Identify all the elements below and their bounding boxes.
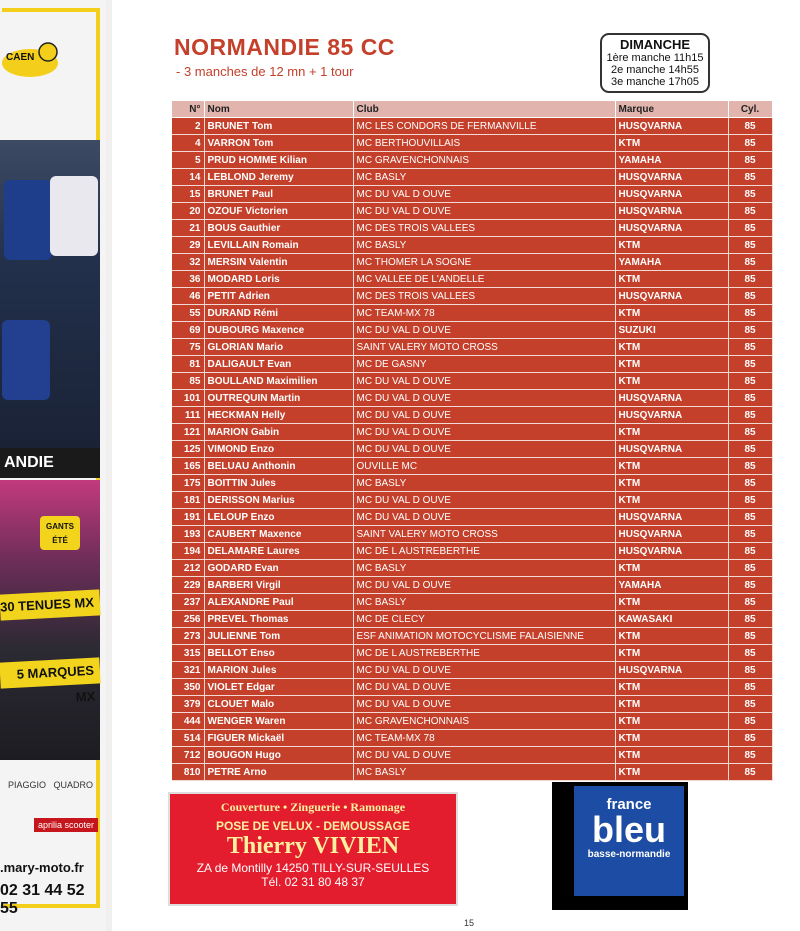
rider-number: 15 xyxy=(172,186,204,203)
rider-club: MC DU VAL D OUVE xyxy=(353,662,615,679)
table-header-row xyxy=(172,101,772,118)
table-row xyxy=(172,560,772,577)
rider-number: 273 xyxy=(172,628,204,645)
france-bleu-logo xyxy=(574,786,684,896)
rider-brand: KTM xyxy=(615,696,728,713)
rider-number: 29 xyxy=(172,237,204,254)
rider-name: PREVEL Thomas xyxy=(204,611,353,628)
rider-brand: KTM xyxy=(615,475,728,492)
rider-name: PETRE Arno xyxy=(204,764,353,781)
rider-brand: KTM xyxy=(615,747,728,764)
rider-club: OUVILLE MC xyxy=(353,458,615,475)
rider-cc: 85 xyxy=(728,747,772,764)
table-row xyxy=(172,118,772,135)
rider-cc: 85 xyxy=(728,662,772,679)
rider-cc: 85 xyxy=(728,135,772,152)
ad-website: .mary-moto.fr xyxy=(0,860,84,875)
rider-number: 21 xyxy=(172,220,204,237)
rider-brand: KAWASAKI xyxy=(615,611,728,628)
rider-club: SAINT VALERY MOTO CROSS xyxy=(353,526,615,543)
table-row xyxy=(172,339,772,356)
rider-name: VARRON Tom xyxy=(204,135,353,152)
rider-name: WENGER Waren xyxy=(204,713,353,730)
rider-cc: 85 xyxy=(728,203,772,220)
rider-brand: KTM xyxy=(615,764,728,781)
rider-brand: HUSQVARNA xyxy=(615,662,728,679)
schedule-race-2: 2e manche 14h55 xyxy=(610,64,700,76)
rider-name: DUBOURG Maxence xyxy=(204,322,353,339)
schedule-race-1: 1ère manche 11h15 xyxy=(606,52,704,64)
rider-name: MARION Jules xyxy=(204,662,353,679)
rider-brand: KTM xyxy=(615,679,728,696)
rider-name: VIMOND Enzo xyxy=(204,441,353,458)
rider-name: HECKMAN Helly xyxy=(204,407,353,424)
rider-number: 75 xyxy=(172,339,204,356)
rider-number: 514 xyxy=(172,730,204,747)
table-row xyxy=(172,713,772,730)
rider-cc: 85 xyxy=(728,407,772,424)
rider-name: MERSIN Valentin xyxy=(204,254,353,271)
table-row xyxy=(172,679,772,696)
rider-club: MC BERTHOUVILLAIS xyxy=(353,135,615,152)
mascot-logo-icon xyxy=(0,40,60,86)
table-row xyxy=(172,458,772,475)
rider-brand: KTM xyxy=(615,730,728,747)
table-row xyxy=(172,220,772,237)
table-row xyxy=(172,747,772,764)
table-row xyxy=(172,305,772,322)
rider-name: GLORIAN Mario xyxy=(204,339,353,356)
rider-club: MC GRAVENCHONNAIS xyxy=(353,152,615,169)
rider-cc: 85 xyxy=(728,577,772,594)
page-number: 15 xyxy=(464,918,475,928)
rider-club: MC BASLY xyxy=(353,169,615,186)
rider-number: 321 xyxy=(172,662,204,679)
table-row xyxy=(172,390,772,407)
rider-club: MC BASLY xyxy=(353,594,615,611)
col-header-cc: Cyl. xyxy=(728,101,772,118)
rider-number: 212 xyxy=(172,560,204,577)
table-row xyxy=(172,203,772,220)
rider-cc: 85 xyxy=(728,169,772,186)
table-row xyxy=(172,322,772,339)
rider-number: 181 xyxy=(172,492,204,509)
table-row xyxy=(172,730,772,747)
table-row xyxy=(172,577,772,594)
rider-brand: HUSQVARNA xyxy=(615,543,728,560)
rider-number: 191 xyxy=(172,509,204,526)
rider-cc: 85 xyxy=(728,696,772,713)
rider-club: MC DU VAL D OUVE xyxy=(353,407,615,424)
rider-number: 175 xyxy=(172,475,204,492)
ad-tag-tenues: 30 TENUES MX xyxy=(0,589,101,620)
brand-logos xyxy=(8,780,93,790)
rider-number: 2 xyxy=(172,118,204,135)
table-row xyxy=(172,441,772,458)
rider-number: 256 xyxy=(172,611,204,628)
jersey-shape xyxy=(4,180,52,260)
rider-cc: 85 xyxy=(728,305,772,322)
table-row xyxy=(172,254,772,271)
rider-cc: 85 xyxy=(728,543,772,560)
rider-club: MC DU VAL D OUVE xyxy=(353,509,615,526)
rider-brand: KTM xyxy=(615,458,728,475)
rider-brand: KTM xyxy=(615,492,728,509)
rider-cc: 85 xyxy=(728,288,772,305)
rider-name: ALEXANDRE Paul xyxy=(204,594,353,611)
rider-club: MC DU VAL D OUVE xyxy=(353,696,615,713)
rider-club: MC DU VAL D OUVE xyxy=(353,424,615,441)
rider-cc: 85 xyxy=(728,424,772,441)
rider-brand: KTM xyxy=(615,713,728,730)
rider-club: MC DU VAL D OUVE xyxy=(353,747,615,764)
rider-cc: 85 xyxy=(728,475,772,492)
rider-brand: KTM xyxy=(615,594,728,611)
rider-club: MC BASLY xyxy=(353,237,615,254)
rider-number: 350 xyxy=(172,679,204,696)
schedule-race-3: 3e manche 17h05 xyxy=(610,76,700,88)
shop-photo-jerseys xyxy=(0,140,100,450)
rider-number: 20 xyxy=(172,203,204,220)
rider-name: BOUS Gauthier xyxy=(204,220,353,237)
rider-brand: SUZUKI xyxy=(615,322,728,339)
rider-number: 36 xyxy=(172,271,204,288)
table-row xyxy=(172,764,772,781)
rider-number: 5 xyxy=(172,152,204,169)
rider-number: 315 xyxy=(172,645,204,662)
page-title: NORMANDIE 85 CC xyxy=(174,34,395,60)
rider-brand: HUSQVARNA xyxy=(615,288,728,305)
entry-list-table xyxy=(172,101,773,781)
ad-phone: 02 31 44 52 55 xyxy=(0,882,85,917)
radio-line-3: basse-normandie xyxy=(587,849,671,860)
rider-name: VIOLET Edgar xyxy=(204,679,353,696)
rider-club: MC DU VAL D OUVE xyxy=(353,203,615,220)
rider-cc: 85 xyxy=(728,509,772,526)
table-row xyxy=(172,492,772,509)
rider-club: MC BASLY xyxy=(353,560,615,577)
ad-services-2: POSE DE VELUX - DEMOUSSAGE xyxy=(215,819,411,833)
table-row xyxy=(172,475,772,492)
rider-club: SAINT VALERY MOTO CROSS xyxy=(353,339,615,356)
rider-number: 69 xyxy=(172,322,204,339)
rider-club: MC DES TROIS VALLEES xyxy=(353,220,615,237)
rider-name: PRUD HOMME Kilian xyxy=(204,152,353,169)
table-row xyxy=(172,662,772,679)
rider-name: LELOUP Enzo xyxy=(204,509,353,526)
rider-name: PETIT Adrien xyxy=(204,288,353,305)
rider-brand: KTM xyxy=(615,305,728,322)
ad-company-name: Thierry VIVIEN xyxy=(226,833,400,859)
rider-brand: KTM xyxy=(615,628,728,645)
rider-number: 55 xyxy=(172,305,204,322)
rider-club: MC DU VAL D OUVE xyxy=(353,373,615,390)
rider-brand: KTM xyxy=(615,271,728,288)
rider-brand: HUSQVARNA xyxy=(615,441,728,458)
rider-club: MC TEAM-MX 78 xyxy=(353,305,615,322)
rider-name: DURAND Rémi xyxy=(204,305,353,322)
table-row xyxy=(172,543,772,560)
rider-club: MC DU VAL D OUVE xyxy=(353,679,615,696)
rider-name: BOUGON Hugo xyxy=(204,747,353,764)
rider-cc: 85 xyxy=(728,118,772,135)
rider-name: BRUNET Tom xyxy=(204,118,353,135)
rider-number: 101 xyxy=(172,390,204,407)
col-header-club: Club xyxy=(353,101,615,118)
rider-number: 4 xyxy=(172,135,204,152)
rider-number: 85 xyxy=(172,373,204,390)
rider-club: MC DU VAL D OUVE xyxy=(353,441,615,458)
rider-brand: HUSQVARNA xyxy=(615,203,728,220)
rider-cc: 85 xyxy=(728,220,772,237)
ad-services: Couverture • Zinguerie • Ramonage xyxy=(220,800,406,814)
rider-name: MARION Gabin xyxy=(204,424,353,441)
rider-cc: 85 xyxy=(728,373,772,390)
rider-name: CLOUET Malo xyxy=(204,696,353,713)
rider-name: BARBERI Virgil xyxy=(204,577,353,594)
rider-club: MC DU VAL D OUVE xyxy=(353,577,615,594)
rider-brand: HUSQVARNA xyxy=(615,186,728,203)
jersey-shape xyxy=(2,320,50,400)
ad-tag-marques: 5 MARQUES MX xyxy=(0,657,101,688)
col-header-brand: Marque xyxy=(615,101,728,118)
rider-cc: 85 xyxy=(728,186,772,203)
rider-name: DALIGAULT Evan xyxy=(204,356,353,373)
rider-cc: 85 xyxy=(728,390,772,407)
rider-name: OZOUF Victorien xyxy=(204,203,353,220)
rider-name: JULIENNE Tom xyxy=(204,628,353,645)
radio-line-2: bleu xyxy=(591,809,666,850)
table-row xyxy=(172,611,772,628)
rider-cc: 85 xyxy=(728,526,772,543)
rider-brand: HUSQVARNA xyxy=(615,169,728,186)
rider-number: 46 xyxy=(172,288,204,305)
table-row xyxy=(172,271,772,288)
rider-name: LEBLOND Jeremy xyxy=(204,169,353,186)
rider-number: 121 xyxy=(172,424,204,441)
rider-name: FIGUER Mickaël xyxy=(204,730,353,747)
rider-cc: 85 xyxy=(728,339,772,356)
table-row xyxy=(172,526,772,543)
rider-name: LEVILLAIN Romain xyxy=(204,237,353,254)
rider-brand: YAMAHA xyxy=(615,254,728,271)
ad-banner: ANDIE xyxy=(0,448,100,478)
shop-photo-helmets xyxy=(0,480,100,760)
col-header-number: N° xyxy=(172,101,204,118)
table-row xyxy=(172,186,772,203)
rider-number: 237 xyxy=(172,594,204,611)
table-row xyxy=(172,288,772,305)
rider-number: 444 xyxy=(172,713,204,730)
rider-cc: 85 xyxy=(728,441,772,458)
radio-line-1: france xyxy=(606,796,652,813)
table-row xyxy=(172,356,772,373)
rider-brand: KTM xyxy=(615,424,728,441)
rider-number: 810 xyxy=(172,764,204,781)
rider-name: DELAMARE Laures xyxy=(204,543,353,560)
rider-club: MC DU VAL D OUVE xyxy=(353,492,615,509)
rider-brand: YAMAHA xyxy=(615,577,728,594)
rider-club: MC DE GASNY xyxy=(353,356,615,373)
rider-brand: KTM xyxy=(615,237,728,254)
rider-brand: HUSQVARNA xyxy=(615,390,728,407)
quadro-logo: QUADRO xyxy=(53,780,94,790)
left-advertisement xyxy=(0,0,112,931)
col-header-name: Nom xyxy=(204,101,353,118)
logo-text: CAEN xyxy=(6,52,35,63)
rider-number: 81 xyxy=(172,356,204,373)
rider-club: MC DES TROIS VALLEES xyxy=(353,288,615,305)
rider-cc: 85 xyxy=(728,594,772,611)
rider-cc: 85 xyxy=(728,492,772,509)
vivien-advertisement xyxy=(168,792,458,906)
rider-cc: 85 xyxy=(728,730,772,747)
rider-name: OUTREQUIN Martin xyxy=(204,390,353,407)
table-row xyxy=(172,424,772,441)
schedule-box xyxy=(600,33,710,93)
rider-club: MC DU VAL D OUVE xyxy=(353,390,615,407)
table-row xyxy=(172,509,772,526)
rider-name: BELUAU Anthonin xyxy=(204,458,353,475)
table-row xyxy=(172,152,772,169)
rider-name: BELLOT Enso xyxy=(204,645,353,662)
page-subtitle: - 3 manches de 12 mn + 1 tour xyxy=(176,64,354,79)
rider-cc: 85 xyxy=(728,271,772,288)
rider-name: BRUNET Paul xyxy=(204,186,353,203)
rider-brand: HUSQVARNA xyxy=(615,509,728,526)
rider-club: MC GRAVENCHONNAIS xyxy=(353,713,615,730)
rider-cc: 85 xyxy=(728,322,772,339)
table-row xyxy=(172,237,772,254)
gants-tag: GANTS ÉTÉ xyxy=(40,516,80,550)
rider-cc: 85 xyxy=(728,458,772,475)
rider-cc: 85 xyxy=(728,713,772,730)
table-row xyxy=(172,594,772,611)
rider-brand: HUSQVARNA xyxy=(615,407,728,424)
rider-name: BOITTIN Jules xyxy=(204,475,353,492)
rider-brand: HUSQVARNA xyxy=(615,118,728,135)
rider-club: MC VALLEE DE L'ANDELLE xyxy=(353,271,615,288)
rider-name: MODARD Loris xyxy=(204,271,353,288)
rider-cc: 85 xyxy=(728,560,772,577)
table-row xyxy=(172,373,772,390)
rider-number: 712 xyxy=(172,747,204,764)
rider-name: BOULLAND Maximilien xyxy=(204,373,353,390)
rider-cc: 85 xyxy=(728,356,772,373)
rider-club: MC DE CLECY xyxy=(353,611,615,628)
rider-club: MC TEAM-MX 78 xyxy=(353,730,615,747)
rider-brand: HUSQVARNA xyxy=(615,526,728,543)
table-row xyxy=(172,169,772,186)
rider-brand: KTM xyxy=(615,560,728,577)
radio-advertisement xyxy=(552,782,688,910)
rider-brand: KTM xyxy=(615,135,728,152)
rider-cc: 85 xyxy=(728,628,772,645)
rider-club: MC THOMER LA SOGNE xyxy=(353,254,615,271)
table-row xyxy=(172,696,772,713)
rider-club: MC DE L AUSTREBERTHE xyxy=(353,543,615,560)
rider-club: MC DU VAL D OUVE xyxy=(353,322,615,339)
jersey-shape xyxy=(50,176,98,256)
table-row xyxy=(172,628,772,645)
rider-number: 194 xyxy=(172,543,204,560)
aprilia-logo: aprilia scooter xyxy=(34,818,98,832)
rider-brand: HUSQVARNA xyxy=(615,220,728,237)
piaggio-logo: PIAGGIO xyxy=(8,780,47,790)
rider-name: CAUBERT Maxence xyxy=(204,526,353,543)
rider-cc: 85 xyxy=(728,254,772,271)
rider-number: 32 xyxy=(172,254,204,271)
rider-number: 125 xyxy=(172,441,204,458)
rider-name: GODARD Evan xyxy=(204,560,353,577)
rider-number: 379 xyxy=(172,696,204,713)
rider-brand: KTM xyxy=(615,373,728,390)
rider-number: 111 xyxy=(172,407,204,424)
rider-club: ESF ANIMATION MOTOCYCLISME FALAISIENNE xyxy=(353,628,615,645)
rider-brand: KTM xyxy=(615,645,728,662)
schedule-day: DIMANCHE xyxy=(619,37,691,52)
rider-number: 165 xyxy=(172,458,204,475)
rider-cc: 85 xyxy=(728,152,772,169)
rider-number: 229 xyxy=(172,577,204,594)
rider-club: MC LES CONDORS DE FERMANVILLE xyxy=(353,118,615,135)
ad-address: ZA de Montilly 14250 TILLY-SUR-SEULLES xyxy=(196,861,430,875)
rider-number: 14 xyxy=(172,169,204,186)
rider-cc: 85 xyxy=(728,645,772,662)
rider-brand: YAMAHA xyxy=(615,152,728,169)
rider-club: MC DE L AUSTREBERTHE xyxy=(353,645,615,662)
rider-club: MC DU VAL D OUVE xyxy=(353,186,615,203)
rider-cc: 85 xyxy=(728,679,772,696)
rider-number: 193 xyxy=(172,526,204,543)
rider-cc: 85 xyxy=(728,237,772,254)
rider-cc: 85 xyxy=(728,764,772,781)
rider-brand: KTM xyxy=(615,356,728,373)
rider-club: MC BASLY xyxy=(353,764,615,781)
rider-cc: 85 xyxy=(728,611,772,628)
table-row xyxy=(172,407,772,424)
table-row xyxy=(172,645,772,662)
rider-club: MC BASLY xyxy=(353,475,615,492)
ad-phone-number: Tél. 02 31 80 48 37 xyxy=(261,875,365,889)
table-row xyxy=(172,135,772,152)
rider-brand: KTM xyxy=(615,339,728,356)
rider-name: DERISSON Marius xyxy=(204,492,353,509)
